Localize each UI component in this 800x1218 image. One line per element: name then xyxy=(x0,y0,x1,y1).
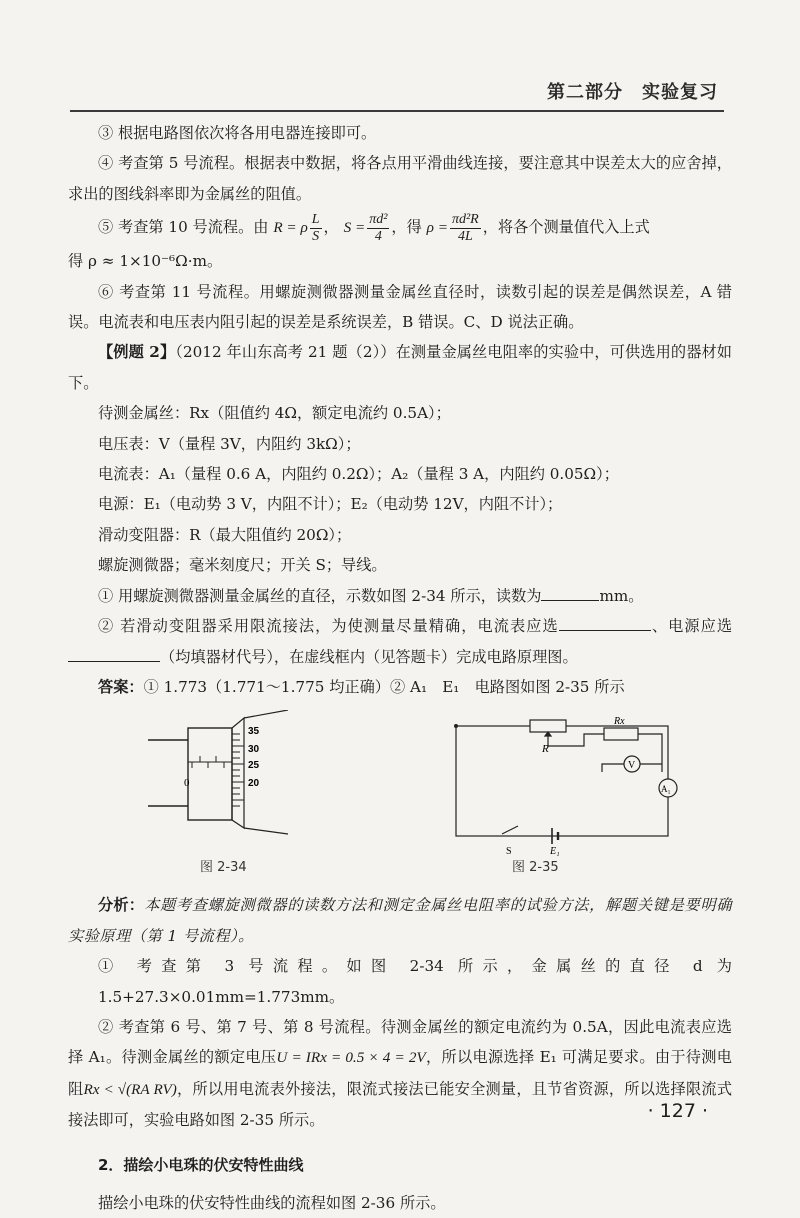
micrometer-tick-label: 35 xyxy=(248,726,260,738)
list-item: 螺旋测微器；毫米刻度尺；开关 S；导线。 xyxy=(98,556,387,575)
section-heading: 2．描绘小电珠的伏安特性曲线 xyxy=(98,1155,304,1174)
paragraph: ② 考查第 6 号、第 7 号、第 8 号流程。待测金属丝的额定电流约为 0.5A，因此电流表应选择 A₁。待测金属丝的额定电压U = IRx = 0.5 × 4 = 2V，所以电源选择 E₁ 可满足要求。由于待测电阻Rx < √(RA RV)，所以用电流表外接法，限流式接法已能安全测量，且节省资源，所以选择限流式接法即可，实验电路如图 2-35 所示。 xyxy=(68,1017,733,1130)
paragraph: ① 考查第 3 号流程。如图 2-34 所示，金属丝的直径 d 为 1.5+27.3×0.01mm=1.773mm。 xyxy=(98,957,732,1006)
paragraph: ④ 考查第 5 号流程。根据表中数据，将各点用平滑曲线连接，要注意其中误差太大的应舍掉，求出的图线斜率即为金属丝的阻值。 xyxy=(68,154,732,203)
label-v: V xyxy=(628,760,636,772)
formula-r: R = ρ $\frac{L}{S}$ xyxy=(273,212,320,245)
header-divider xyxy=(70,110,724,112)
micrometer-tick-label: 25 xyxy=(248,760,260,772)
example-paragraph: 【例题 2】（2012 年山东高考 21 题（2））在测量金属丝电阻率的实验中，可供选用的器材如下。 xyxy=(68,343,732,392)
answer-blank xyxy=(541,586,599,601)
circuit-figure xyxy=(452,706,712,856)
label-a1: A₁ xyxy=(661,784,671,795)
label-rx: Rx xyxy=(614,716,625,728)
figures-row xyxy=(68,706,732,884)
label-r: R xyxy=(542,743,549,756)
section-title-header: 第二部分 实验复习 xyxy=(547,82,718,103)
question-1: ① 用螺旋测微器测量金属丝的直径，示数如图 2-34 所示，读数为 mm。 xyxy=(98,586,644,605)
formula-inequality: Rx < √(RA RV) xyxy=(83,1080,177,1098)
answer-line: 答案：① 1.773（1.771～1.775 均正确）② A₁ E₁ 电路图如图 2-35 所示 xyxy=(98,677,625,696)
figure-caption: 图 2-34 xyxy=(200,860,247,876)
paragraph: 描绘小电珠的伏安特性曲线的流程如图 2-36 所示。 xyxy=(98,1193,446,1212)
list-item: 电源：E₁（电动势 3 V，内阻不计）；E₂（电动势 12V，内阻不计）； xyxy=(98,495,563,514)
paragraph-formula: ⑤ 考查第 10 号流程。由 R = ρ $\frac{L}{S}$ ， S = $\frac{\text{πd²}}{4}$ ，得 ρ = $\frac{\text{πd²R}}{4L}$ ，将各个测量值代入上式 xyxy=(98,212,650,245)
micrometer-tick-label: 30 xyxy=(248,744,260,756)
answer-blank xyxy=(68,647,160,662)
list-item: 电流表：A₁（量程 0.6 A，内阻约 0.2Ω）；A₂（量程 3 A，内阻约 0.05Ω）； xyxy=(98,465,619,484)
formula-s: S = $\frac{\text{πd²}}{4}$ xyxy=(343,212,388,245)
page-content xyxy=(68,118,732,1218)
example-label: 【例题 2】 xyxy=(98,343,176,362)
page-number: · 127 · xyxy=(647,1100,708,1122)
label-e1: E₁ xyxy=(550,846,560,857)
figure-caption: 图 2-35 xyxy=(512,860,559,876)
micrometer-tick-label: 20 xyxy=(248,778,260,790)
list-item: 待测金属丝：Rx（阻值约 4Ω，额定电流约 0.5A）； xyxy=(98,404,451,423)
formula-rho: ρ = $\frac{\text{πd²R}}{4L}$ xyxy=(426,212,479,245)
answer-blank xyxy=(559,616,651,631)
list-item: 滑动变阻器：R（最大阻值约 20Ω）； xyxy=(98,525,352,544)
paragraph: 得 ρ ≈ 1×10⁻⁶Ω·m。 xyxy=(68,252,223,271)
page-header xyxy=(0,64,800,114)
micrometer-zero-label: 0 xyxy=(184,777,190,790)
list-item: 电压表：V（量程 3V，内阻约 3kΩ）； xyxy=(98,434,361,453)
formula-u: U = IRx = 0.5 × 4 = 2V xyxy=(276,1049,426,1067)
micrometer-figure xyxy=(148,710,398,850)
analysis-paragraph: 分析：本题考查螺旋测微器的读数方法和测定金属丝电阻率的试验方法，解题关键是要明确实验原理（第 1 号流程）。 xyxy=(68,896,733,945)
paragraph: ⑥ 考查第 11 号流程。用螺旋测微器测量金属丝直径时，读数引起的误差是偶然误差，A 错误。电流表和电压表内阻引起的误差是系统误差，B 错误。C、D 说法正确。 xyxy=(68,282,732,332)
paragraph: ③ 根据电路图依次将各用电器连接即可。 xyxy=(98,124,377,142)
label-s: S xyxy=(506,846,512,857)
question-2: ② 若滑动变阻器采用限流接法，为使测量尽量精确，电流表应选 、电源应选（均填器材代号），在虚线框内（见答题卡）完成电路原理图。 xyxy=(68,611,732,672)
